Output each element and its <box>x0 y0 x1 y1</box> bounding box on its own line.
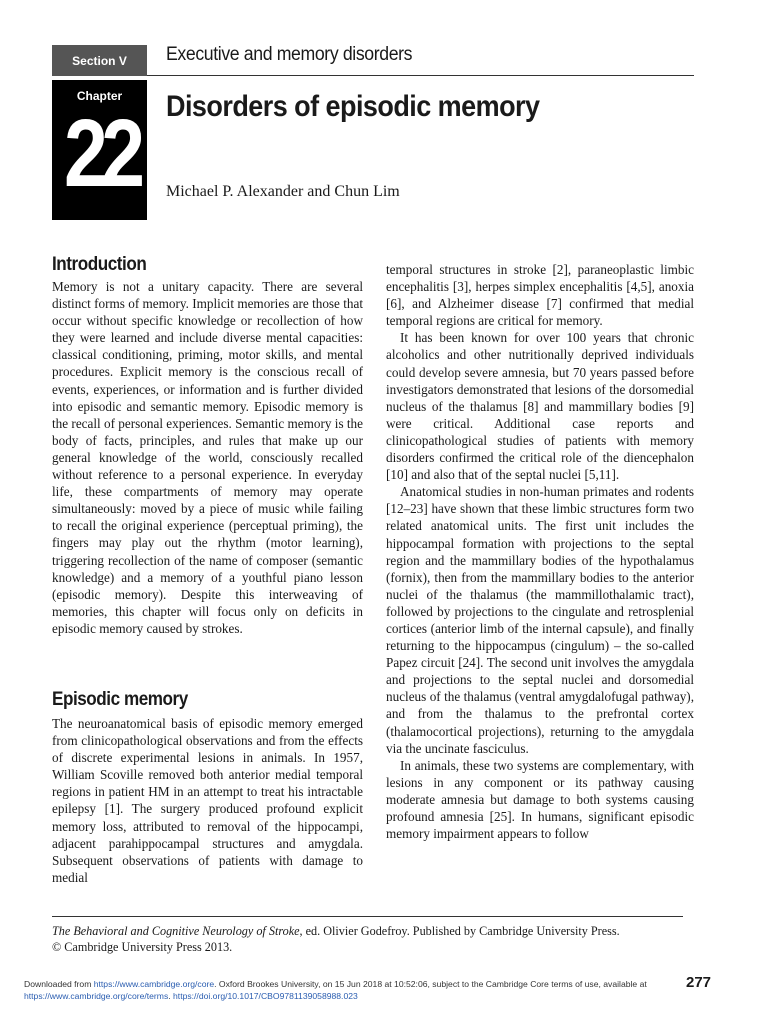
episodic-memory-paragraph: The neuroanatomical basis of episodic memory emerged from clinicopathological observations and from the effects of discrete experimental lesions in animals. In 1957, William Scoville removed both anterior medial temporal regions in patient HM in an attempt to treat his intractable epilepsy [1]. The surgery produced profound explicit memory loss, attributed to removal of the hippocampi, adjacent parahippocampal structures and amygdala. Subsequent observations of patients with damage to medial <box>52 716 363 885</box>
chapter-label: Chapter <box>76 89 123 103</box>
section-title: Executive and memory disorders <box>166 44 413 65</box>
download-prefix: Downloaded from <box>24 979 94 989</box>
doi-link[interactable]: https://doi.org/10.1017/CBO9781139058988.023 <box>173 991 358 1001</box>
download-middle: . Oxford Brookes University, on 15 Jun 2018 at 10:52:06, subject to the Cambridge Core terms of use, available at <box>214 979 647 989</box>
chapter-number: 22 <box>64 100 139 207</box>
right-paragraph: In animals, these two systems are complementary, with lesions in any component or its pathway causing moderate amnesia but damage to both systems causing profound amnesia [25]. In humans, significant episodic memory impairment appears to follow <box>386 757 694 842</box>
right-column <box>386 261 694 842</box>
section-label-box <box>52 45 147 76</box>
footer-divider <box>52 916 683 917</box>
introduction-body <box>52 278 363 637</box>
download-separator: . <box>168 991 174 1001</box>
section-label: Section V <box>72 53 127 68</box>
citation-text: , ed. Olivier Godefroy. Published by Cambridge University Press. <box>299 924 620 938</box>
core-link[interactable]: https://www.cambridge.org/core <box>93 979 215 989</box>
episodic-memory-body <box>52 715 363 886</box>
download-notice <box>24 978 684 1002</box>
header-divider <box>147 75 694 76</box>
authors: Michael P. Alexander and Chun Lim <box>166 183 400 200</box>
introduction-paragraph: Memory is not a unitary capacity. There are several distinct forms of memory. Implicit memories are those that occur without specific knowledge or recollection of how they were learned and include diverse mental capacities: classical conditioning, priming, motor skills, and mental procedures. Explicit memory is the conscious recall of events, experiences, or information and is further divided into episodic and semantic memory. Episodic memory is the recall of personal experiences. Semantic memory is the body of facts, principles, and rules that make up our general knowledge of the world, consciously recalled without reference to a personal experience. In everyday life, these compartments of memory may operate simultaneously: moved by a piece of music while failing to recall the original experience (perceptual priming), the fingers may play out the rhythm (motor learning), triggering recollection of the name of composer (semantic knowledge) and a memory of a youthful piano lesson (episodic memory). Despite this interweaving of memories, this chapter will focus only on deficits in episodic memory caused by strokes. <box>52 279 363 636</box>
right-paragraph: Anatomical studies in non-human primates and rodents [12–23] have shown that these limbic structures form two related anatomical units. The first unit includes the hippocampal formation with projections to the septal region and the mammillary bodies of the hypothalamus (fornix), then from the mammillary bodies to the anterior nuclei of the thalamus (the mammillothalamic tract), followed by projections to the cingulate and retrosplenial cortices (anterior limb of the internal capsule), and finally returning to the hippocampus (cingulum) – the so-called Papez circuit [24]. The second unit involves the amygdala and projections to the septal nuclei and dorsomedial nucleus of the thalamus (ventral amygdalofugal pathway), and from the thalamus to the prefrontal cortex (thalamocortical projections), returning to the amygdala via the uncinate fasciculus. <box>386 484 694 756</box>
right-paragraph: It has been known for over 100 years that chronic alcoholics and other nutritionally deprived individuals could develop severe amnesia, but 70 years passed before investigators demonstrated that lesions of the dorsomedial nucleus of the thalamus [8] and mammillary bodies [9] were critical. Additional case reports and clinicopathological studies of patients with memory disorders confirmed the critical role of the diencephalon [10] and also that of the septal nuclei [5,11]. <box>386 330 694 483</box>
terms-link[interactable]: https://www.cambridge.org/core/terms <box>24 991 169 1001</box>
introduction-heading: Introduction <box>52 254 147 275</box>
episodic-memory-heading: Episodic memory <box>52 689 188 710</box>
page-number: 277 <box>686 974 712 991</box>
chapter-title: Disorders of episodic memory <box>166 90 540 123</box>
right-paragraph-continued: temporal structures in stroke [2], paraneoplastic limbic encephalitis [3], herpes simplex encephalitis [4,5], anoxia [6], and Alzheimer disease [7] confirmed that medial temporal regions are critical for memory. <box>386 262 694 329</box>
footer-citation <box>52 923 620 955</box>
book-title: The Behavioral and Cognitive Neurology of Stroke <box>52 924 300 938</box>
copyright-notice: © Cambridge University Press 2013. <box>52 940 233 954</box>
chapter-box <box>52 80 147 220</box>
